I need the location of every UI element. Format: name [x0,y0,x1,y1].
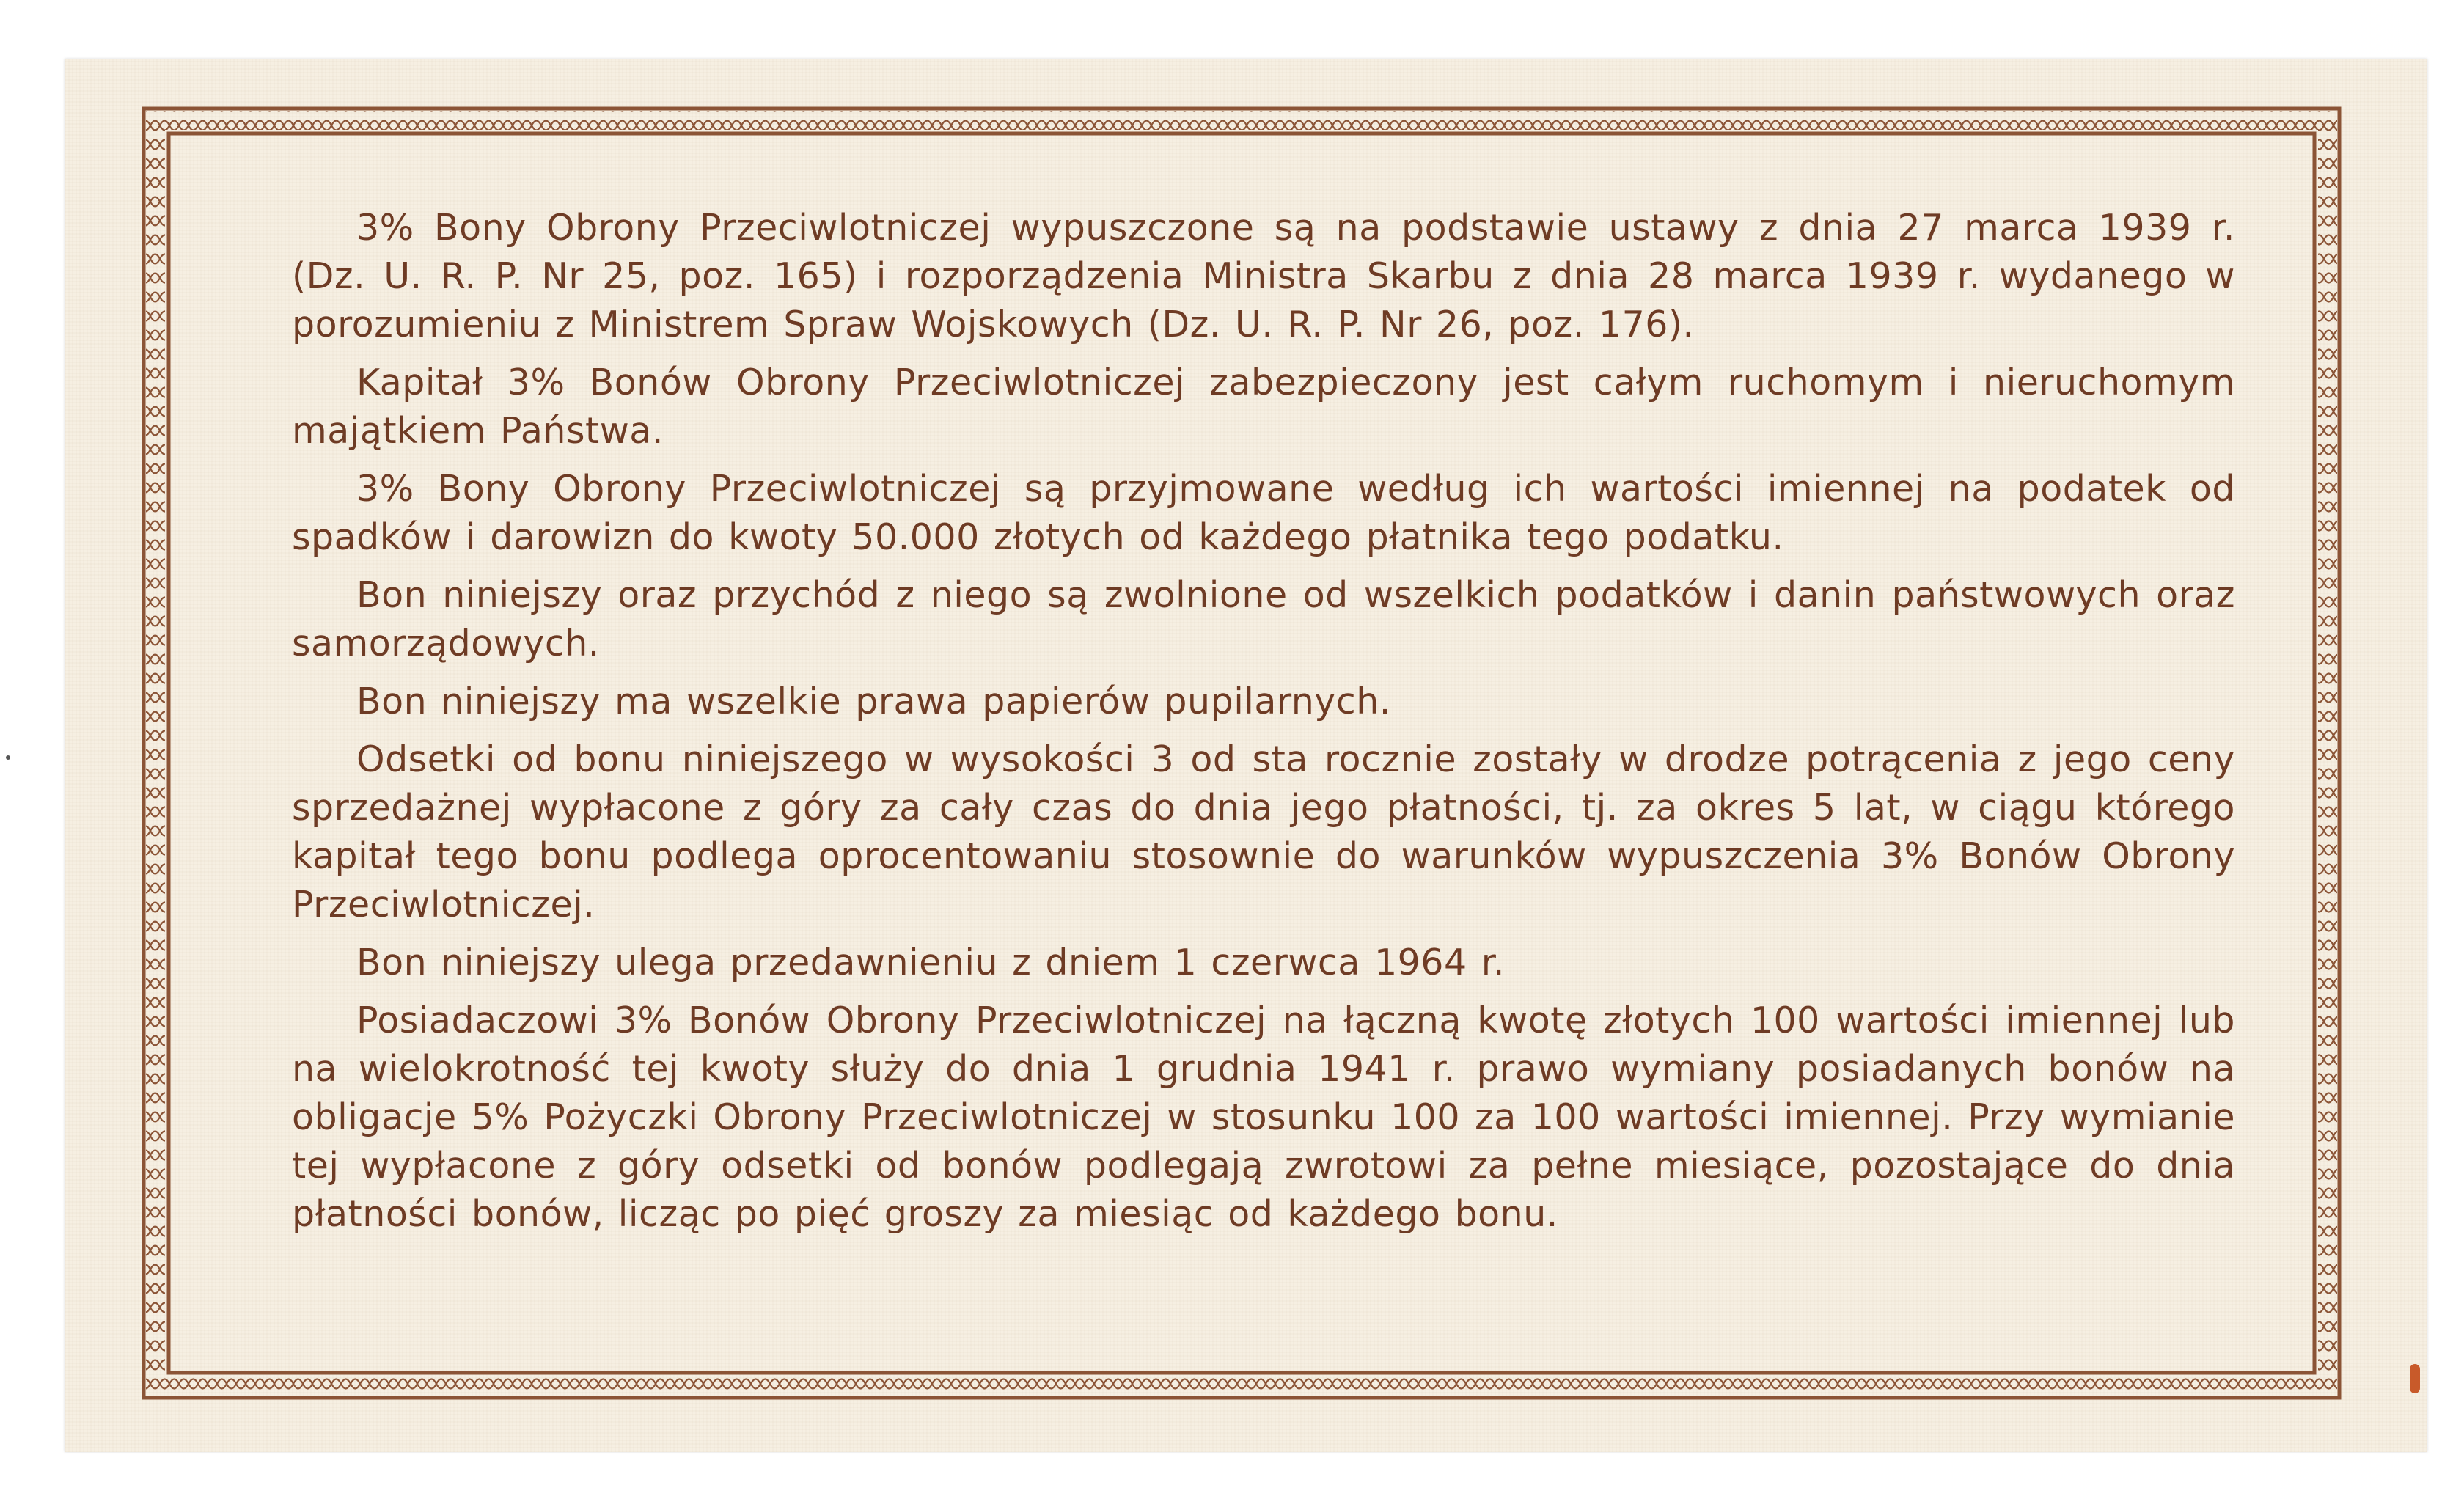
paragraph-tax-acceptance: 3% Bony Obrony Przeciwlotniczej są przyjmowane według ich wartości imiennej na podatek od spadków i darowizn do kwoty 50.000 złotych od każdego płatnika tego podatku. [292,468,2235,558]
bond-terms-text [292,204,2235,1248]
paragraph-pupillary-rights: Bon niniejszy ma wszelkie prawa papierów pupilarnych. [356,681,1391,722]
paragraph-limitation: Bon niniejszy ulega przedawnieniu z dniem 1 czerwca 1964 r. [356,942,1505,983]
paragraph-tax-exemption: Bon niniejszy oraz przychód z niego są zwolnione od wszelkich podatków i danin państwowych oraz samorządowych. [292,574,2235,664]
paragraph-interest: Odsetki od bonu niniejszego w wysokości 3 od sta rocznie zostały w drodze potrącenia z jego ceny sprzedażnej wypłacone z góry za cały czas do dnia jego płatności, tj. za okres 5 lat, w ciągu którego kapitał tego bonu podlega oprocentowaniu stosownie do warunków wypuszczenia 3% Bonów Obrony Przeciwlotniczej. [292,738,2235,925]
scan-speck [6,755,10,760]
edge-stain [2410,1364,2420,1393]
paragraph-exchange-right: Posiadaczowi 3% Bonów Obrony Przeciwlotniczej na łączną kwotę złotych 100 wartości imiennej lub na wielokrotność tej kwoty służy do dnia 1 grudnia 1941 r. prawo wymiany posiadanych bonów na obligacje 5% Pożyczki Obrony Przeciwlotniczej w stosunku 100 za 100 wartości imiennej. Przy wymianie tej wypłacone z góry odsetki od bonów podlegają zwrotowi za pełne miesiące, pozostające do dnia płatności bonów, licząc po pięć groszy za miesiąc od każdego bonu. [292,1000,2235,1235]
paragraph-capital-security: Kapitał 3% Bonów Obrony Przeciwlotniczej zabezpieczony jest całym ruchomym i nieruchomym majątkiem Państwa. [292,362,2235,452]
paragraph-legal-basis: 3% Bony Obrony Przeciwlotniczej wypuszczone są na podstawie ustawy z dnia 27 marca 1939 r. (Dz. U. R. P. Nr 25, poz. 165) i rozporządzenia Ministra Skarbu z dnia 28 marca 1939 r. wydanego w porozumieniu z Ministrem Spraw Wojskowych (Dz. U. R. P. Nr 26, poz. 176). [292,207,2235,345]
